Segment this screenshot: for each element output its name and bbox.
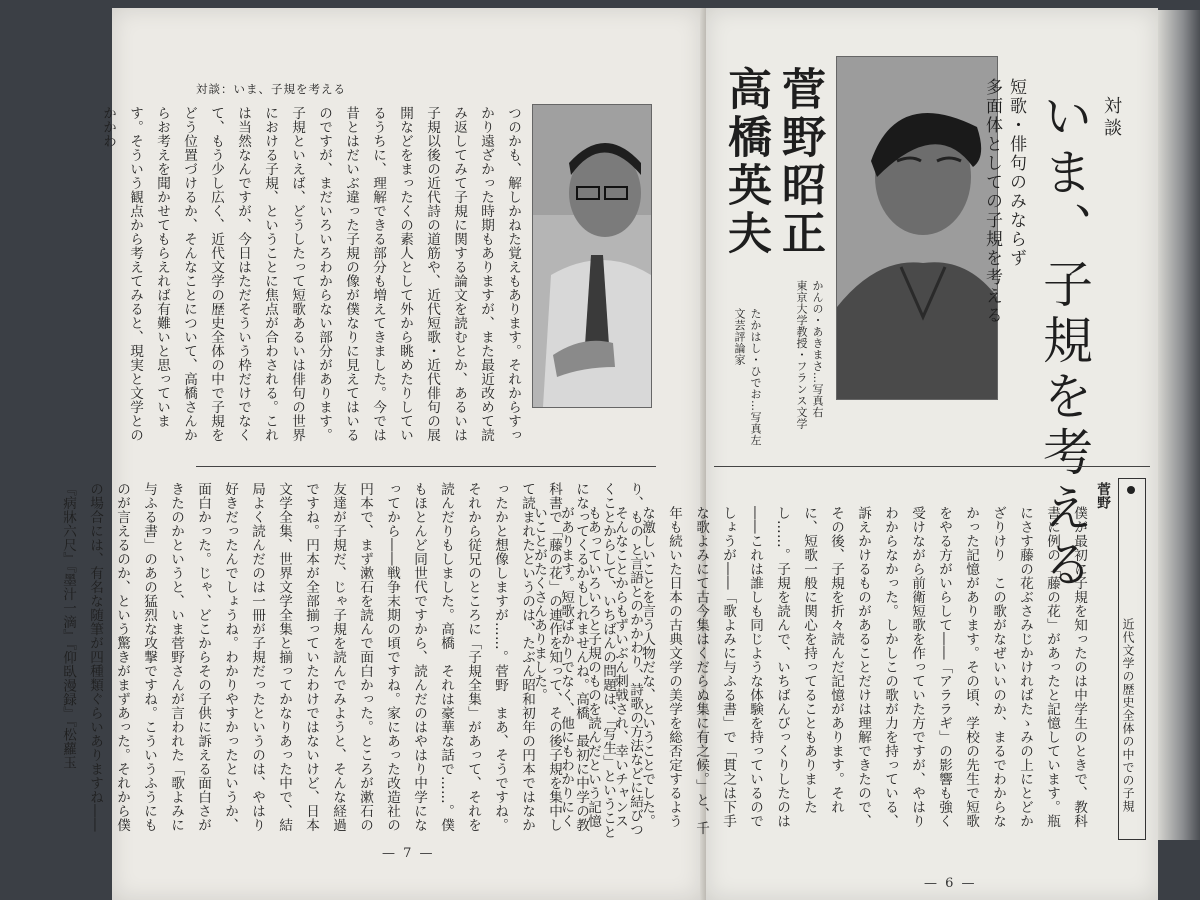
portrait-photo-left [532, 104, 652, 408]
speaker-name-takahashi: 高橋英夫 [720, 66, 771, 258]
credit-kanno-2: 東京大学教授・フランス文学 [795, 280, 808, 430]
speaker-label: 菅野 [1094, 482, 1110, 510]
article-subtitle-1: 短歌・俳句のみならず [1006, 78, 1026, 268]
article-label: 対談 [1101, 96, 1122, 140]
right-divider [714, 466, 1150, 467]
left-upper-text: つのかも、解しかねた覚えもあります。それからすっかり遠ざかった時期もありますが、また最近改めて読み返してみて子規に関する論文を読むとか、あるいは子規以後の近代詩の道筋や、近代短歌・近代俳句の展開などをまったくの素人として外から眺めたりしているうちに、理解できる部分も増えてきました。今では昔とはだいぶ違った子規の像が僕なりに見えてはいるのですが、まだいろいろわからない部分があります。子規といえば、どうしたって短歌あるいは俳句の世界における子規、ということに焦点が合わされる。これは当然なんですが、今日はただそういう枠だけでなくて、もう少し広く、近代文学の歴史全体の中で子規をどう位置づけるか、そんなことについて、高橋さんからお考えを聞かせてもらえれば有難いと思っています。そういう観点から考えてみると、現実と文学とのかかわ [100, 106, 521, 442]
left-lower-text: り、もの と言語とのかかわり、詩歌の方法などに結びつくことからして、いちばんの問題は、「写生」ということになってくるかもしれませんね。高橋 最初に中学の教科書で「藤の花」の連作を知って、その後子規を集中して読まれたというのは、たぶん昭和初年の円本ではなかったかと想像しますが……。菅野 まあ、そうですね。それから従兄のところに「子規全集」があって、それを読んだりもしました。高橋 それは豪華な話で……。僕もほとんど同世代ですから、読んだのはやはり中学になってから――戦争末期の頃ですね。家にあった改造社の円本で、まず漱石を読んで面白かった。ところが漱石の友達が子規だ、じゃ子規を読んでみようと、そんな経過ですね。円本が全部揃っていたわけではないけど、日本文学全集、世界文学全集と揃ってかなりあった中で、結局よく読んだのは一冊が子規だったというのは、やはり好きだったんでしょうね。わかりやすかったというか、面白かった。じゃ、どこからその子供に訴える面白さがきたのかというと、いま菅野さんが言われた「歌よみに与ふる書」のあの猛烈な攻撃ですね。こういうふうにものが言えるのか、という驚きがまずあった。それから僕の場合には、有名な随筆が四種類ぐらいありますね――『病牀六尺』『墨汁一滴』『仰臥漫録』『松蘿玉 [60, 482, 643, 840]
left-divider [196, 466, 656, 467]
speaker-name-kanno: 菅野昭正 [774, 66, 825, 258]
portrait-photo-right [836, 56, 998, 400]
page-number-left: — 7 — [382, 846, 435, 861]
right-page [531, 8, 1158, 900]
book-edge [1158, 10, 1200, 840]
article-subtitle-2: 多面体としての子規を考える [982, 78, 1002, 325]
section-head: 近代文学の歴史全体の中での子規 [1121, 618, 1135, 813]
running-head: 対談：いま、子規を考える [196, 82, 346, 96]
credit-kanno-1: かんの・あきまさ…写真右 [811, 280, 824, 418]
section-bullet-icon [1127, 486, 1135, 494]
portrait-figure-icon [837, 57, 997, 399]
right-lower-text: 僕が最初に子規を知ったのは中学生のときで、教科書に例の「藤の花」があったと記憶しています。瓶にさす藤の花ぶさみじかければたゝみの上にとどかざりけり この歌がなぜいいのか、まるでわからなかった記憶があります。その頃、学校の先生で短歌をやる方がいらして――「アララギ」の影響も強く受けながら前衛短歌を作っていた方ですが、やはりわからなかった。しかしこの歌が力を持っている、訴えかけるものがあることだけは理解できたので、その後、子規を折々読んだ記憶があります。それに、短歌一般に関心を持ってることもありましたし……。子規を読んで、いちばんびっくりしたのは――これは誰しも同じような体験を持っているのでしょうが――「歌よみに与ふる書」で「貫之は下手な歌よみにて古今集はくだらぬ集に有之候。」と、千年も続いた日本の古典文学の美学を総否定するような激しいことを言う人物だな、ということでした。そんなことからもずいぶん刺戟され、幸いチャンスもあっていろいろと子規のものを読んだという記憶があります。短歌ばかりでなく、他にもわかりにくいことがたくさんありました。 [531, 506, 1087, 836]
portrait-figure-icon [533, 105, 651, 407]
credit-takahashi-2: 文芸評論家 [733, 308, 746, 366]
article-title: いま、子規を考える [1035, 90, 1093, 594]
page-number-right: — 6 — [924, 876, 977, 891]
credit-takahashi-1: たかはし・ひでお…写真左 [749, 308, 762, 446]
